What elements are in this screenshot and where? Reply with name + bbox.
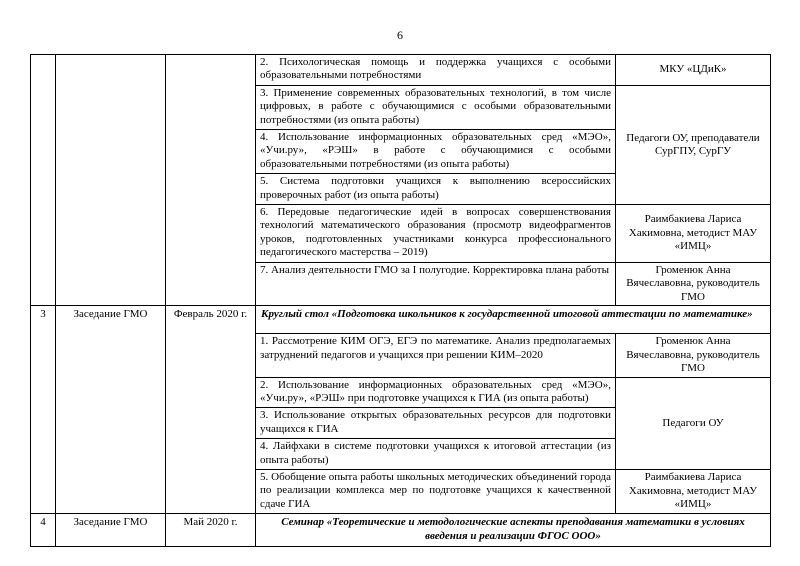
meeting-topic: Круглый стол «Подготовка школьников к государственной итоговой аттестации по математике»: [256, 305, 771, 333]
meeting-topic: Семинар «Теоретические и методологические аспекты преподавания математики в условиях введения и реализации ФГОС ООО»: [256, 514, 771, 547]
row-number-cell-empty: [31, 55, 56, 306]
agenda-item: 5. Система подготовки учащихся к выполнению всероссийских проверочных работ (из опыта работы): [256, 174, 616, 205]
agenda-item: 4. Использование информационных образовательных сред «МЭО», «Учи.ру», «РЭШ» в работе с обучающимися с особыми образовательными потребностями (из опыта работы): [256, 130, 616, 174]
date-cell: Май 2020 г.: [166, 514, 256, 547]
responsible-cell: Педагоги ОУ, преподаватели СурГПУ, СурГУ: [616, 85, 771, 204]
responsible-cell: МКУ «ЦДиК»: [616, 55, 771, 86]
responsible-cell: Педагоги ОУ: [616, 377, 771, 469]
plan-table: [30, 54, 771, 547]
row-number-cell: 4: [31, 514, 56, 547]
agenda-item: 7. Анализ деятельности ГМО за I полугодие. Корректировка плана работы: [256, 262, 616, 305]
page-number: 6: [397, 28, 403, 42]
agenda-item: 3. Использование открытых образовательных ресурсов для подготовки учащихся к ГИА: [256, 408, 616, 439]
agenda-item: 2. Психологическая помощь и поддержка учащихся с особыми образовательными потребностями: [256, 55, 616, 86]
responsible-cell: Раимбакиева Лариса Хакимовна, методист МАУ «ИМЦ»: [616, 469, 771, 513]
table-row: [31, 514, 771, 547]
agenda-item: 2. Использование информационных образовательных сред «МЭО», «Учи.ру», «РЭШ» при подготовке учащихся к ГИА (из опыта работы): [256, 377, 616, 408]
date-cell-empty: [166, 55, 256, 306]
responsible-cell: Громенюк Анна Вячеславовна, руководитель ГМО: [616, 262, 771, 305]
row-number-cell: 3: [31, 305, 56, 513]
event-cell-empty: [56, 55, 166, 306]
table-row: [31, 305, 771, 333]
agenda-item: 6. Передовые педагогические идей в вопросах совершенствования технологий математического образования (просмотр видеофрагментов уроков, подготовленных участниками конкурса профессионального педагогического мастерства – 2019): [256, 205, 616, 263]
responsible-cell: Громенюк Анна Вячеславовна, руководитель ГМО: [616, 334, 771, 377]
event-cell: Заседание ГМО: [56, 305, 166, 513]
agenda-item: 3. Применение современных образовательных технологий, в том числе цифровых, в работе с обучающимися с особыми образовательными потребностями (из опыта работы): [256, 85, 616, 129]
date-cell: Февраль 2020 г.: [166, 305, 256, 513]
responsible-cell: Раимбакиева Лариса Хакимовна, методист МАУ «ИМЦ»: [616, 205, 771, 263]
event-cell: Заседание ГМО: [56, 514, 166, 547]
agenda-item: 1. Рассмотрение КИМ ОГЭ, ЕГЭ по математике. Анализ предполагаемых затруднений педагогов и учащихся при решении КИМ–2020: [256, 334, 616, 377]
agenda-item: 5. Обобщение опыта работы школьных методических объединений города по реализации комплекса мер по подготовке учащихся к качественной сдаче ГИА: [256, 469, 616, 513]
agenda-item: 4. Лайфхаки в системе подготовки учащихся к итоговой аттестации (из опыта работы): [256, 439, 616, 470]
table-row: [31, 55, 771, 86]
